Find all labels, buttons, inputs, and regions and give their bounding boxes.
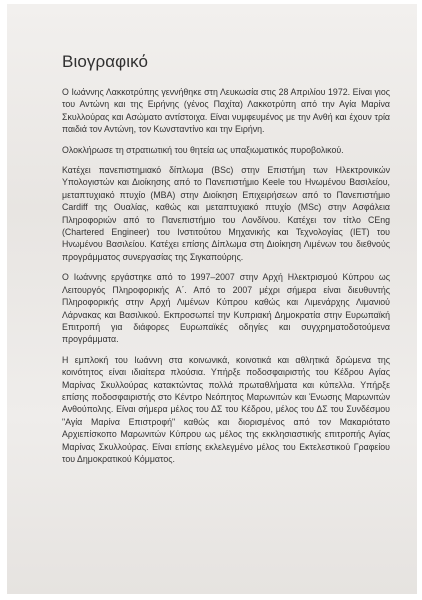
page-background — [7, 4, 417, 594]
page-title: Βιογραφικό — [62, 52, 149, 71]
biography-section — [62, 52, 390, 473]
paragraph-career: Ο Ιωάννης εργάστηκε από το 1997–2007 στην Αρχή Ηλεκτρισμού Κύπρου ως Λειτουργός Πληροφορικής Α΄. Από το 2007 μέχρι σήμερα είναι διευθυντής Πληροφορικής στην Αρχή Λιμένων Κύπρου καθώς και Λιμενάρχης Λιμανιού Λάρνακας και Βασιλικού. Εκπροσωπεί την Κυπριακή Δημοκρατία στην Ευρωπαϊκή Επιτροπή για διάφορες Ευρωπαϊκές οδηγίες και συγχρηματοδοτούμενα προγράμματα. — [62, 272, 390, 345]
paragraph-education: Κατέχει πανεπιστημιακό δίπλωμα (BSc) στην Επιστήμη των Ηλεκτρονικών Υπολογιστών και Διοίκησης από το Πανεπιστήμιο Keele του Ηνωμένου Βασιλείου, μεταπτυχιακό πτυχίο (MBA) στην Διοίκηση Επιχειρήσεων από το Πανεπιστήμιο Cardiff της Ουαλίας, καθώς και μεταπτυχιακό πτυχίο (MSc) στην Ασφάλεια Πληροφοριών από το Πανεπιστήμιο του Λονδίνου. Κατέχει τον τίτλο CEng (Chartered Engineer) του Ινστιτούτου Μηχανικής και Τεχνολογίας (IET) του Ηνωμένου Βασιλείου. Κατέχει επίσης Δίπλωμα στη Διοίκηση Λιμένων του διεθνούς προγράμματος συνεργασίας της Σιγκαπούρης. — [62, 165, 390, 262]
paragraph-birth-family: Ο Ιωάννης Λακκοτρύπης γεννήθηκε στη Λευκωσία στις 28 Απριλίου 1972. Είναι γιος του Αντώνη και της Ειρήνης (γένος Παχίτα) Λακκοτρύπη από την Αγία Μαρίνα Σκυλλούρας και Ασώματο αντίστοιχα. Είναι νυμφευμένος με την Ανθή και έχουν τρία παιδιά τον Αντώνη, τον Κωνσταντίνο και την Ειρήνη. — [62, 87, 390, 135]
paragraph-community: Η εμπλοκή του Ιωάννη στα κοινωνικά, κοινοτικά και αθλητικά δρώμενα της κοινότητος είναι ιδιαίτερα πλούσια. Υπήρξε ποδοσφαιριστής του Κέδρου Αγίας Μαρίνας Σκυλλούρας κατακτώντας πολλά πρωταθλήματα και κύπελλα. Υπήρξε επίσης ποδοσφαιριστής στο Κέντρο Νεόπητος Μαρωνιτών και Ένωσης Μαρωνιτών Ανθούπολης. Είναι σήμερα μέλος του ΔΣ του Κέδρου, μέλος του ΔΣ του Συνδέσμου "Αγία Μαρίνα Επιστροφή" καθώς και διορισμένος από τον Μακαριότατο Αρχιεπίσκοπο Μαρωνιτών Κύπρου ως μέλος της εκκλησιαστικής επιτροπής Αγίας Μαρίνας Σκυλλούρας. Είναι επίσης εκλελεγμένο μέλος του Εκτελεστικού Γραφείου του Δημοκρατικού Κόμματος. — [62, 354, 390, 464]
paragraph-military-service: Ολοκλήρωσε τη στρατιωτική του θητεία ως υπαξιωματικός πυροβολικού. — [62, 144, 344, 155]
